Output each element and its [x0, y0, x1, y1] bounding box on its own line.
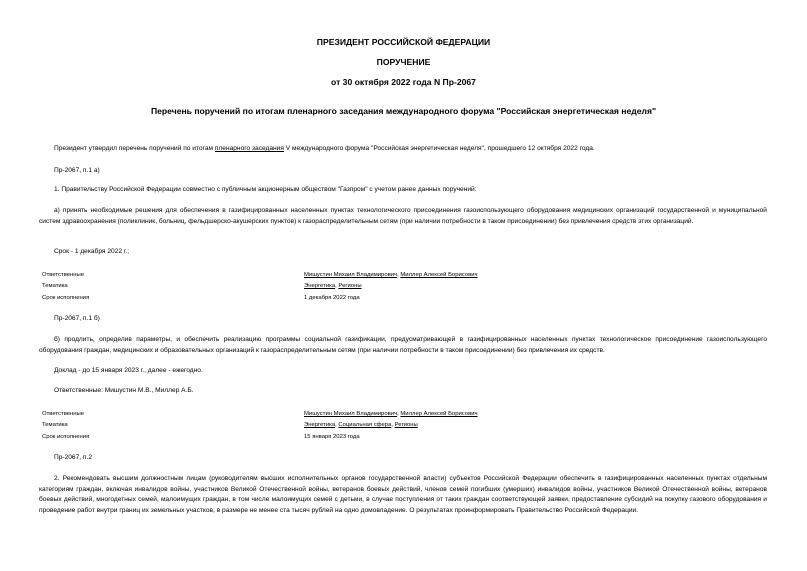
header-president: ПРЕЗИДЕНТ РОССИЙСКОЙ ФЕДЕРАЦИИ — [316, 37, 491, 47]
item-1b-responsible: Ответственные: Мишустин М.В., Миллер А.Б. — [54, 387, 194, 394]
miller-link[interactable]: Миллер Алексей Борисович — [400, 272, 478, 278]
intro-paragraph — [54, 144, 595, 155]
due-value: 1 декабря 2022 года — [304, 294, 360, 301]
topic-social-link[interactable]: Социальная сфера — [338, 422, 392, 429]
item-1a-deadline: Срок - 1 декабря 2022 г.; — [54, 248, 130, 255]
item-2-text: 2. Рекомендовать высшим должностным лицам (руководителям высших исполнительных органов государственной власти) субъектов Российской Федерации обеспечить в газифицированных населенных пунктах отдельным категориям граждан, включая инвалидов войны, участников Великой Отечественной войны, ветеранов боевых действий, членов семей погибших (умерших) инвалидов войны, участников Великой Отечественной войны, ветеранов боевых действий, многодетных семей, малоимущих граждан, в том числе малоимущих семей с детьми, в случае поступления от таких граждан соответствующей заявки, предоставление субсидий на покупку газового оборудования и проведение работ внутри границ их земельных участков, в размере не менее ста тысяч рублей на одно домовладение. О результатах проинформировать Правительство Российской Федерации. — [39, 475, 767, 514]
responsible-value: Мишустин Михаил Владимирович, Миллер Алексей Борисович — [304, 411, 478, 417]
table-row-topic — [42, 420, 742, 431]
intro-text-pre: Президент утвердил перечень поручений по итогам — [54, 145, 215, 152]
intro-text-post: V международного форума "Российская энергетическая неделя", прошедшего 12 октября 2022 года. — [283, 145, 595, 152]
assignment-table-1 — [42, 270, 742, 304]
assignment-table-2 — [42, 409, 742, 443]
item-code-1b: Пр-2067, п.1 б) — [54, 315, 100, 322]
header-date: от 30 октября 2022 года N Пр-2067 — [331, 77, 476, 87]
due-value: 15 января 2023 года — [304, 433, 360, 440]
miller-link[interactable]: Миллер Алексей Борисович — [400, 411, 478, 417]
topic-label: Тематика — [42, 283, 68, 290]
item-1b-report: Доклад - до 15 января 2023 г., далее - ежегодно. — [54, 367, 203, 374]
item-1a-text: а) принять необходимые решения для обеспечения в газифицированных населенных пунктах технологического присоединения газоиспользующего оборудования медицинских организаций государственной и муниципальной систем здравоохранения (поликлиник, больниц, фельдшерско-акушерских пунктов) к газораспределительным сетям (при наличии потребности в таком присоединении) без привлечения средств этих организаций. — [39, 207, 767, 225]
due-label: Срок исполнения — [42, 433, 90, 440]
table-row-topic — [42, 281, 742, 292]
mishustin-link[interactable]: Мишустин Михаил Владимирович — [304, 272, 398, 278]
due-label: Срок исполнения — [42, 294, 90, 301]
item-code-1a: Пр-2067, п.1 а) — [54, 167, 100, 174]
table-row-due — [42, 432, 742, 443]
responsible-value: Мишустин Михаил Владимирович, Миллер Алексей Борисович — [304, 272, 478, 278]
responsible-label: Ответственные — [42, 411, 85, 417]
topic-value: Энергетика, Регионы — [304, 283, 362, 290]
table-row-due — [42, 293, 742, 304]
document-title: Перечень поручений по итогам пленарного заседания международного форума "Российская энергетическая неделя" — [150, 106, 657, 116]
item-code-2: Пр-2067, п.2 — [54, 454, 93, 461]
item-1b-text: б) продлить, определив параметры, и обеспечить реализацию программы социальной газификации, предусматривающей в газифицированных населенных пунктах технологическое присоединение газоиспользующего оборудования граждан, медицинских и образовательных организаций к газораспределительным сетям (при наличии потребности в таком присоединении) без привлечения их средств. — [39, 336, 767, 354]
plenary-session-link[interactable]: пленарного заседания — [214, 145, 284, 152]
topic-energy-link[interactable]: Энергетика — [304, 422, 336, 429]
item-1-text: 1. Правительству Российской Федерации совместно с публичным акционерным обществом "Газпром" с учетом ранее данных поручений: — [54, 186, 477, 193]
topic-regions-link[interactable]: Регионы — [394, 422, 418, 429]
topic-label: Тематика — [42, 422, 68, 429]
topic-energy-link[interactable]: Энергетика — [304, 283, 336, 290]
mishustin-link[interactable]: Мишустин Михаил Владимирович — [304, 411, 398, 417]
topic-value: Энергетика, Социальная сфера, Регионы — [304, 422, 418, 429]
topic-regions-link[interactable]: Регионы — [338, 283, 362, 290]
responsible-label: Ответственные — [42, 272, 85, 278]
table-row-responsible — [42, 409, 742, 420]
header-order: ПОРУЧЕНИЕ — [376, 57, 431, 67]
table-row-responsible — [42, 270, 742, 281]
